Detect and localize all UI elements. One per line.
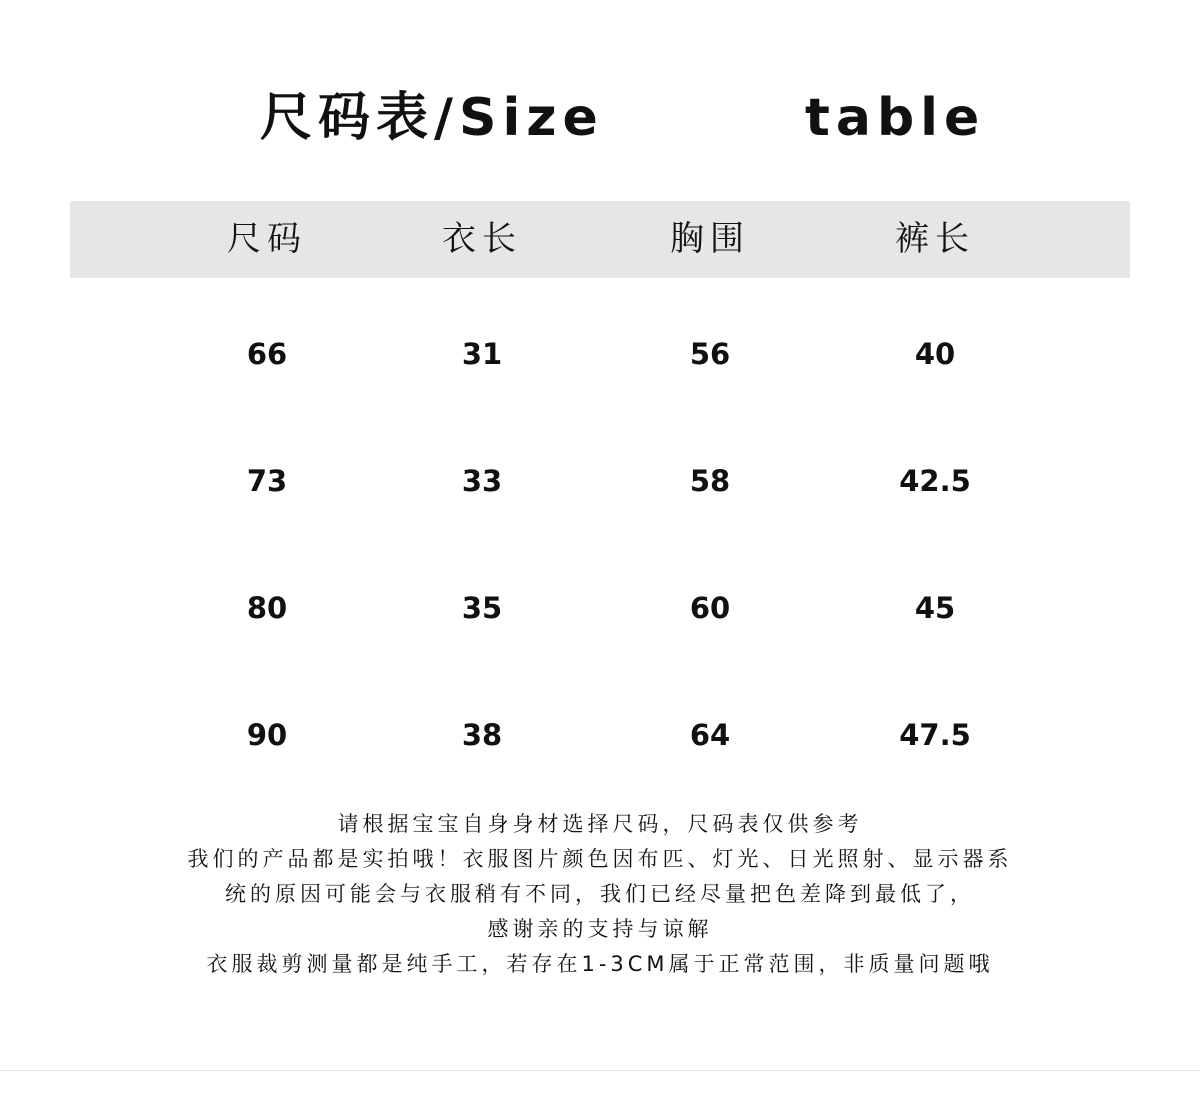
cell-length: 38 [461, 718, 503, 752]
table-row [70, 451, 1130, 511]
title-text-left: 尺码表/Size [260, 88, 604, 148]
cell-length: 33 [461, 464, 503, 498]
cell-size: 90 [246, 718, 288, 752]
note-line: 我们的产品都是实拍哦！衣服图片颜色因布匹、灯光、日光照射、显示器系 [187, 847, 1013, 871]
notes-block [60, 807, 1140, 982]
cell-size: 73 [246, 464, 288, 498]
table-header [70, 201, 1130, 278]
table-row [70, 578, 1130, 638]
size-table-title [0, 78, 1200, 158]
cell-chest: 60 [689, 591, 731, 625]
cell-size: 80 [246, 591, 288, 625]
cell-chest: 64 [689, 718, 731, 752]
cell-pants-length: 42.5 [899, 464, 971, 498]
cell-chest: 58 [689, 464, 731, 498]
note-line: 感谢亲的支持与谅解 [487, 917, 713, 941]
note-line: 衣服裁剪测量都是纯手工，若存在1-3CM属于正常范围，非质量问题哦 [206, 952, 994, 976]
cell-length: 31 [461, 337, 503, 371]
header-pants-length: 裤长 [895, 219, 975, 259]
header-length: 衣长 [442, 219, 522, 259]
title-text-right: table [805, 88, 986, 148]
table-row [70, 324, 1130, 384]
cell-chest: 56 [689, 337, 731, 371]
cell-pants-length: 47.5 [899, 718, 971, 752]
note-line: 统的原因可能会与衣服稍有不同，我们已经尽量把色差降到最低了， [225, 882, 975, 906]
table-row [70, 705, 1130, 765]
bottom-divider [0, 1070, 1200, 1071]
header-chest: 胸围 [670, 219, 750, 259]
note-line: 请根据宝宝自身身材选择尺码，尺码表仅供参考 [337, 812, 863, 836]
cell-pants-length: 40 [914, 337, 956, 371]
header-size: 尺码 [227, 219, 307, 259]
cell-size: 66 [246, 337, 288, 371]
cell-pants-length: 45 [914, 591, 956, 625]
cell-length: 35 [461, 591, 503, 625]
